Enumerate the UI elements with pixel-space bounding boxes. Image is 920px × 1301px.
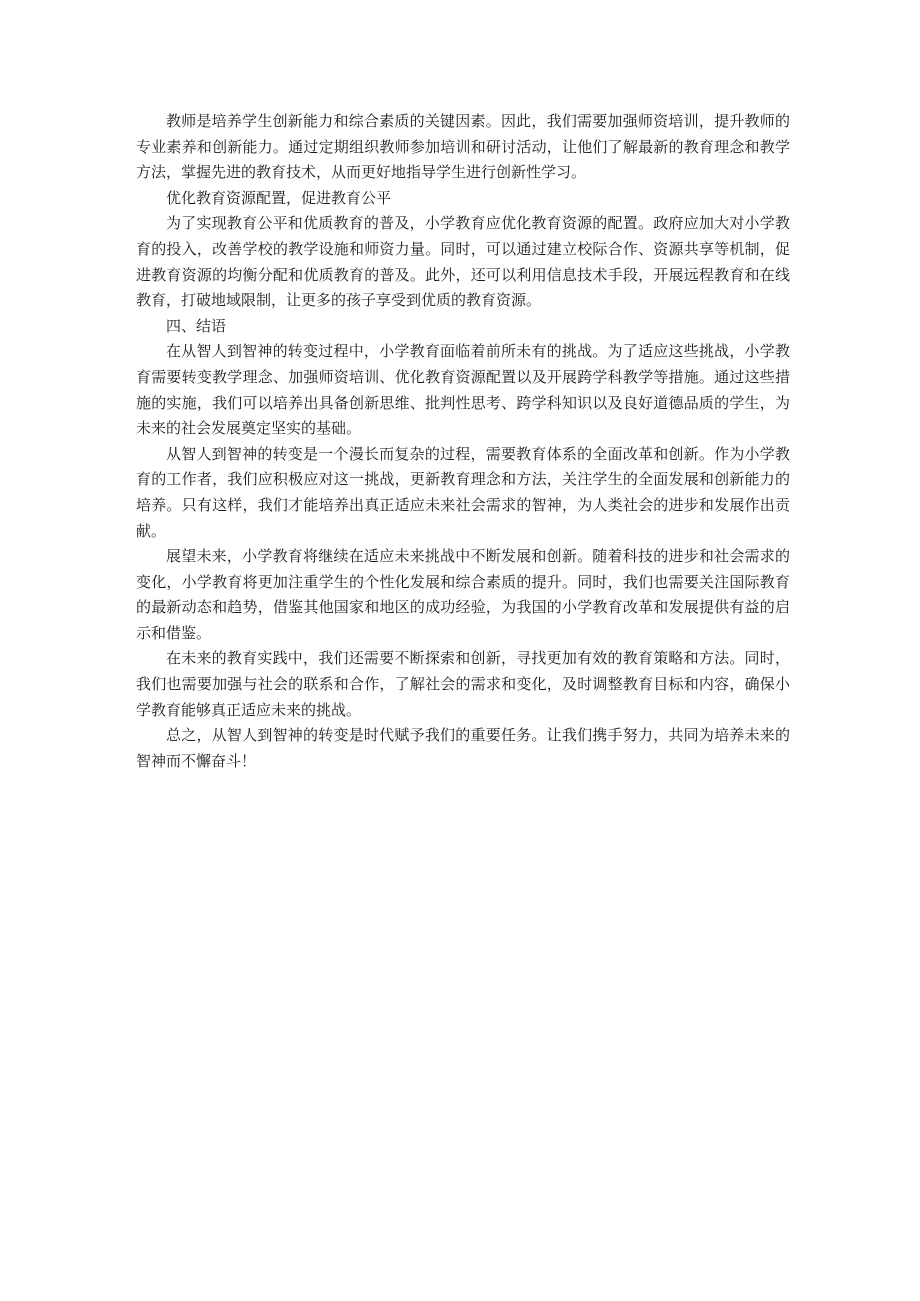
section-heading-conclusion: 四、结语 <box>166 316 227 335</box>
paragraph-conclusion-reform: 从智人到智神的转变是一个漫长而复杂的过程，需要教育体系的全面改革和创新。作为小学教育的工作者，我们应积极应对这一挑战，更新教育理念和方法，关注学生的全面发展和创新能力的培养。只有这样，我们才能培养出真正适应未来社会需求的智神，为人类社会的进步和发展作出贡献。 <box>136 444 790 540</box>
document-body <box>136 109 790 774</box>
paragraph-outlook: 展望未来，小学教育将继续在适应未来挑战中不断发展和创新。随着科技的进步和社会需求的变化，小学教育将更加注重学生的个性化发展和综合素质的提升。同时，我们也需要关注国际教育的最新动态和趋势，借鉴其他国家和地区的成功经验，为我国的小学教育改革和发展提供有益的启示和借鉴。 <box>136 547 790 642</box>
paragraph-conclusion-challenges: 在从智人到智神的转变过程中，小学教育面临着前所未有的挑战。为了适应这些挑战，小学教育需要转变教学理念、加强师资培训、优化教育资源配置以及开展跨学科教学等措施。通过这些措施的实施，我们可以培养出具备创新思维、批判性思考、跨学科知识以及良好道德品质的学生，为未来的社会发展奠定坚实的基础。 <box>136 342 790 438</box>
paragraph-summary: 总之，从智人到智神的转变是时代赋予我们的重要任务。让我们携手努力，共同为培养未来的智神而不懈奋斗！ <box>136 726 790 770</box>
section-heading-resource-allocation: 优化教育资源配置，促进教育公平 <box>166 188 392 207</box>
paragraph-future-practice: 在未来的教育实践中，我们还需要不断探索和创新，寻找更加有效的教育策略和方法。同时，我们也需要加强与社会的联系和合作，了解社会的需求和变化，及时调整教育目标和内容，确保小学教育能够真正适应未来的挑战。 <box>136 649 790 719</box>
paragraph-resource-allocation: 为了实现教育公平和优质教育的普及，小学教育应优化教育资源的配置。政府应加大对小学教育的投入，改善学校的教学设施和师资力量。同时，可以通过建立校际合作、资源共享等机制，促进教育资源的均衡分配和优质教育的普及。此外，还可以利用信息技术手段，开展远程教育和在线教育，打破地域限制，让更多的孩子享受到优质的教育资源。 <box>136 214 790 310</box>
paragraph-teacher-training: 教师是培养学生创新能力和综合素质的关键因素。因此，我们需要加强师资培训，提升教师的专业素养和创新能力。通过定期组织教师参加培训和研讨活动，让他们了解最新的教育理念和教学方法，掌握先进的教育技术，从而更好地指导学生进行创新性学习。 <box>136 112 790 182</box>
